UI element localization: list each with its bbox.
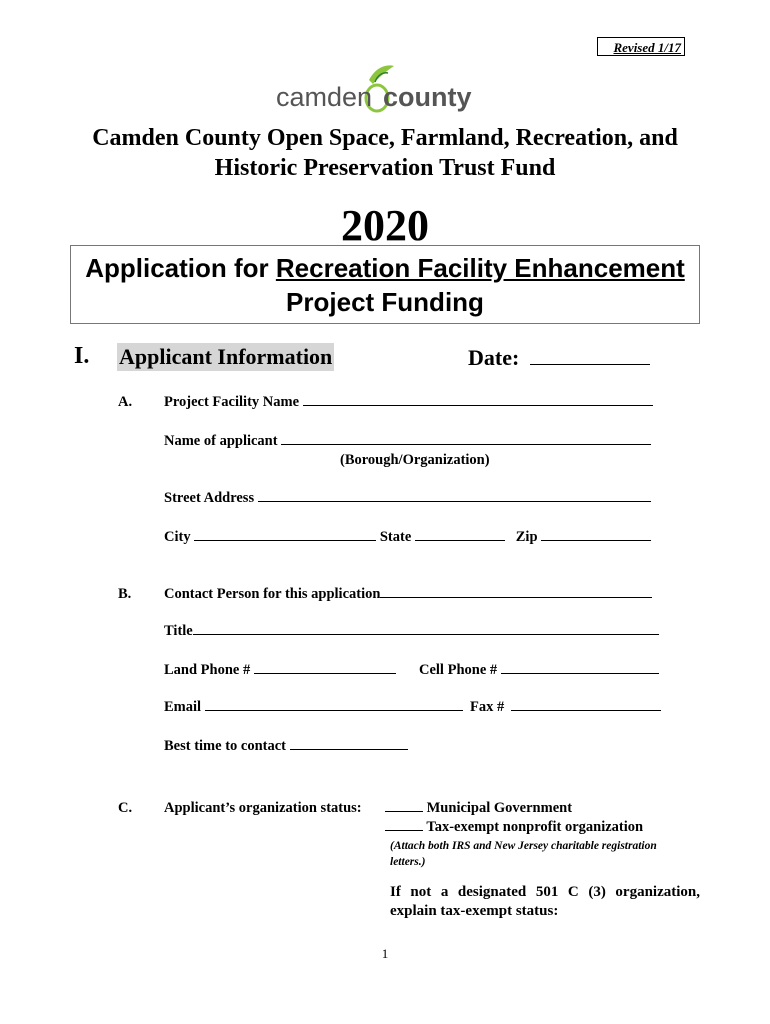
camden-county-logo	[276, 62, 480, 116]
if-not-501c3-line-1: If not a designated 501 C (3) organization,	[390, 884, 700, 900]
attach-note-line-1: (Attach both IRS and New Jersey charitable registration	[390, 840, 657, 852]
city-state-zip-row[interactable]: City State Zip	[164, 529, 651, 546]
year: 2020	[341, 201, 429, 250]
name-of-applicant-field[interactable]: Name of applicant	[164, 433, 651, 450]
email-field[interactable]: Email	[164, 699, 463, 716]
title-field[interactable]: Title	[164, 623, 659, 640]
borough-organization-note: (Borough/Organization)	[340, 452, 490, 468]
date-field[interactable]: Date:	[468, 345, 650, 371]
option-municipal-government[interactable]: Municipal Government	[385, 800, 572, 817]
title-line-1: Camden County Open Space, Farmland, Recreation, and	[92, 125, 678, 151]
section-title: Applicant Information	[119, 344, 333, 369]
contact-person-field[interactable]: Contact Person for this application	[164, 586, 652, 603]
project-facility-name-field[interactable]: Project Facility Name	[164, 394, 653, 411]
part-b-letter: B.	[118, 586, 132, 602]
land-phone-field[interactable]: Land Phone #	[164, 662, 396, 679]
section-number: I.	[74, 343, 90, 369]
option-tax-exempt-nonprofit[interactable]: Tax-exempt nonprofit organization	[385, 819, 643, 836]
fax-field[interactable]: Fax #	[470, 699, 661, 716]
best-time-field[interactable]: Best time to contact	[164, 738, 408, 755]
if-not-501c3-line-2: explain tax-exempt status:	[390, 903, 559, 919]
part-c-letter: C.	[118, 800, 133, 816]
application-line-2: Project Funding	[286, 287, 484, 317]
street-address-field[interactable]: Street Address	[164, 490, 651, 507]
page-number: 1	[381, 946, 389, 961]
logo-text-camden: camden	[276, 82, 373, 112]
part-a-letter: A.	[118, 394, 133, 410]
title-line-2: Historic Preservation Trust Fund	[214, 155, 556, 181]
application-title-box	[70, 245, 700, 324]
revised-date-box: Revised 1/17	[597, 37, 685, 56]
application-line-1: Application for Recreation Facility Enhancement	[85, 253, 685, 283]
cell-phone-field[interactable]: Cell Phone #	[419, 662, 659, 679]
logo-text-county: county	[383, 82, 472, 112]
organization-status-label: Applicant’s organization status:	[164, 800, 362, 816]
attach-note-line-2: letters.)	[390, 856, 426, 868]
